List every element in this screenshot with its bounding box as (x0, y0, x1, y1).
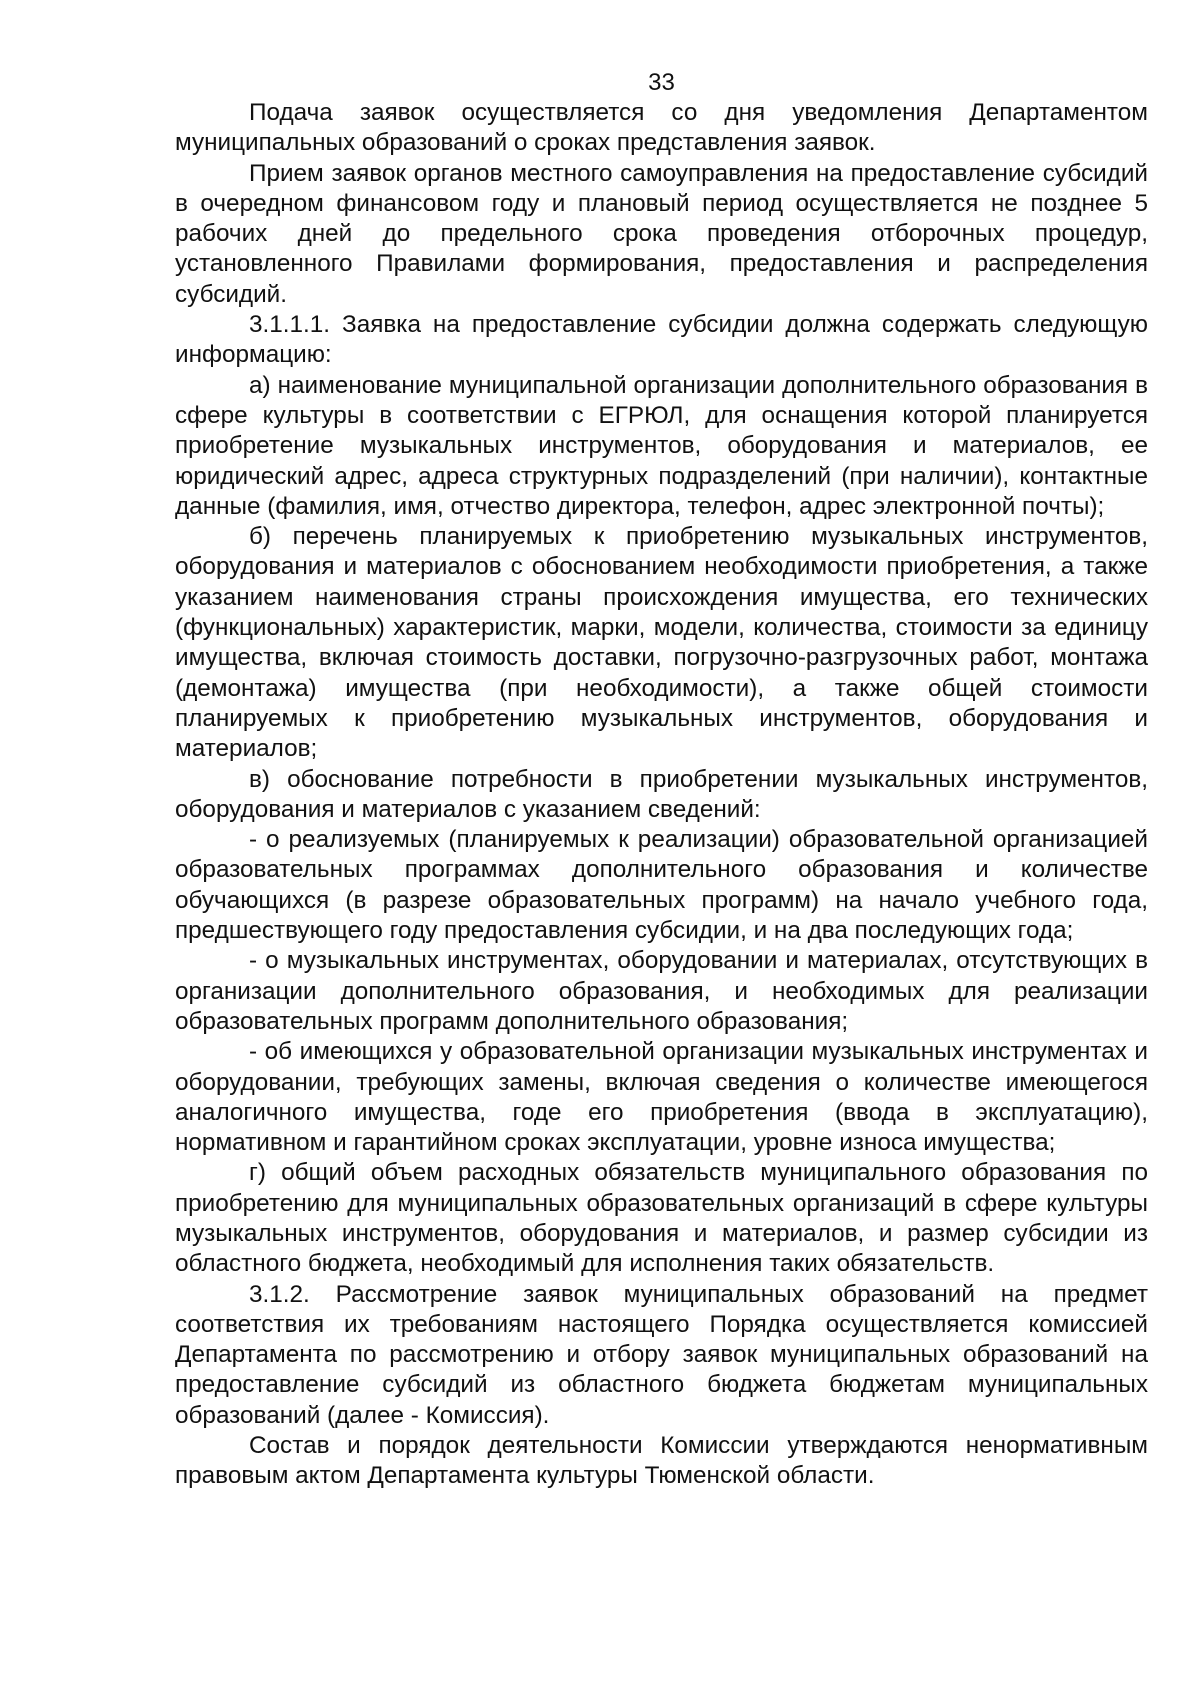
paragraph-commission-composition: Состав и порядок деятельности Комиссии утверждаются ненормативным правовым актом Департамента культуры Тюменской области. (175, 1432, 1148, 1490)
paragraph-item-v: в) обоснование потребности в приобретении музыкальных инструментов, оборудования и материалов с указанием сведений: (175, 765, 1148, 823)
paragraph-item-b: б) перечень планируемых к приобретению музыкальных инструментов, оборудования и материалов с обоснованием необходимости приобретения, а также указанием наименования страны происхождения имущества, его технических (функциональных) характеристик, марки, модели, количества, стоимости за единицу имущества, включая стоимость доставки, погрузочно-разгрузочных работ, монтажа (демонтажа) имущества (при необходимости), а также общей стоимости планируемых к приобретению музыкальных инструментов, оборудования и материалов; (175, 523, 1148, 763)
paragraph-3-1-2: 3.1.2. Рассмотрение заявок муниципальных образований на предмет соответствия их требованиям настоящего Порядка осуществляется комиссией Департамента по рассмотрению и отбору заявок муниципальных образований на предоставление субсидий из областного бюджета бюджетам муниципальных образований (далее - Комиссия). (175, 1280, 1148, 1429)
paragraph-item-a: а) наименование муниципальной организации дополнительного образования в сфере культуры в соответствии с ЕГРЮЛ, для оснащения которой планируется приобретение музыкальных инструментов, оборудования и материалов, ее юридический адрес, адреса структурных подразделений (при наличии), контактные данные (фамилия, имя, отчество директора, телефон, адрес электронной почты); (175, 371, 1148, 520)
paragraph-submission-start: Подача заявок осуществляется со дня уведомления Департаментом муниципальных образований о сроках представления заявок. (175, 99, 1148, 157)
paragraph-3-1-1-1: 3.1.1.1. Заявка на предоставление субсидии должна содержать следующую информацию: (175, 311, 1148, 369)
page-number: 33 (648, 69, 675, 96)
paragraph-dash-programs: - о реализуемых (планируемых к реализации) образовательной организацией образовательных программах дополнительного образования и количестве обучающихся (в разрезе образовательных программ) на начало учебного года, предшествующего году предоставления субсидии, и на два последующих года; (175, 826, 1148, 945)
paragraph-dash-missing-instruments: - о музыкальных инструментах, оборудовании и материалах, отсутствующих в организации дополнительного образования, и необходимых для реализации образовательных программ дополнительного образования; (175, 947, 1148, 1035)
paragraph-acceptance-deadline: Прием заявок органов местного самоуправления на предоставление субсидий в очередном финансовом году и плановый период осуществляется не позднее 5 рабочих дней до предельного срока проведения отборочных процедур, установленного Правилами формирования, предоставления и распределения субсидий. (175, 159, 1148, 308)
document-page (175, 68, 1148, 1492)
paragraph-dash-existing-instruments: - об имеющихся у образовательной организации музыкальных инструментах и оборудовании, требующих замены, включая сведения о количестве имеющегося аналогичного имущества, годе его приобретения (ввода в эксплуатацию), нормативном и гарантийном сроках эксплуатации, уровне износа имущества; (175, 1038, 1148, 1157)
paragraph-item-g: г) общий объем расходных обязательств муниципального образования по приобретению для муниципальных образовательных организаций в сфере культуры музыкальных инструментов, оборудования и материалов, и размер субсидии из областного бюджета, необходимый для исполнения таких обязательств. (175, 1159, 1148, 1278)
